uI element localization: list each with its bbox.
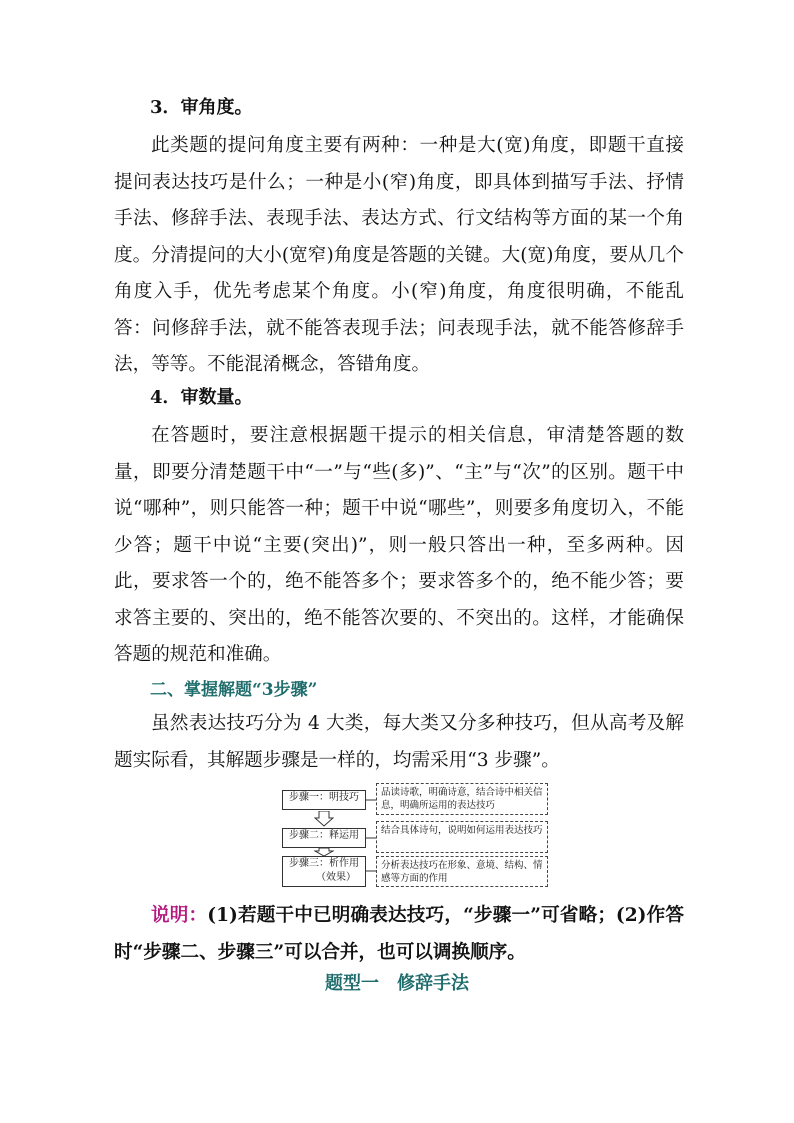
step-2-connector — [366, 835, 376, 841]
step-3-connector — [366, 868, 376, 874]
step-2-box — [282, 828, 366, 848]
step-3-label: 步骤三：析作用 — [289, 858, 359, 869]
section-4-heading: 4．审数量。 — [150, 387, 253, 408]
section-4-body: 在答题时，要注意根据题干提示的相关信息，审清楚答题的数量，即要分清楚题干中“一”与“些(多)”、“主”与“次”的区别。题干中说“哪种”，则只能答一种；题干中说“哪些”，则要多角度切入，不能少答；题干中说“主要(突出)”，则一般只答出一种，至多两种。因此，要求答一个的，绝不能答多个；要求答多个的，绝不能少答；要求答主要的、突出的，绝不能答次要的、不突出的。这样，才能确保答题的规范和准确。 — [114, 425, 684, 665]
step-1-label: 步骤一：明技巧 — [289, 792, 359, 803]
step-3-desc: 分析表达技巧在形象、意境、结构、情感等方面的作用 — [376, 856, 548, 887]
note-text: (1)若题干中已明确表达技巧，“步骤一”可省略；(2)作答时“步骤二、步骤三”可以合并，也可以调换顺序。 — [114, 905, 684, 963]
part-2-body: 虽然表达技巧分为 4 大类，每大类又分多种技巧，但从高考及解题实际看，其解题步骤是一样的，均需采用“3 步骤”。 — [114, 713, 684, 771]
part-2-title: 二、掌握解题“3步骤” — [150, 680, 318, 700]
step-2-desc: 结合具体诗句，说明如何运用表达技巧 — [376, 821, 548, 853]
section-3-heading: 3．审角度。 — [150, 97, 253, 118]
step-3-sublabel: （效果） — [316, 872, 356, 883]
step-1-desc: 品读诗歌，明确诗意，结合诗中相关信息，明确所运用的表达技巧 — [376, 783, 548, 815]
question-type-title: 题型一 修辞手法 — [325, 973, 469, 994]
note-label: 说明： — [151, 905, 208, 926]
down-arrow-icon — [314, 811, 334, 827]
steps-diagram — [280, 780, 550, 888]
step-3-box — [282, 856, 366, 887]
step-2-label: 步骤二：释运用 — [289, 830, 359, 841]
note-paragraph — [114, 898, 684, 971]
section-3-body: 此类题的提问角度主要有两种：一种是大(宽)角度，即题干直接提问表达技巧是什么；一种是小(窄)角度，即具体到描写手法、抒情手法、修辞手法、表现手法、表达方式、行文结构等方面的某一个角度。分清提问的大小(宽窄)角度是答题的关键。大(宽)角度，要从几个角度入手，优先考虑某个角度。小(窄)角度，角度很明确，不能乱答：问修辞手法，就不能答表现手法；问表现手法，就不能答修辞手法，等等。不能混淆概念，答错角度。 — [114, 135, 684, 375]
step-1-box — [282, 790, 366, 810]
step-1-connector — [366, 797, 376, 803]
